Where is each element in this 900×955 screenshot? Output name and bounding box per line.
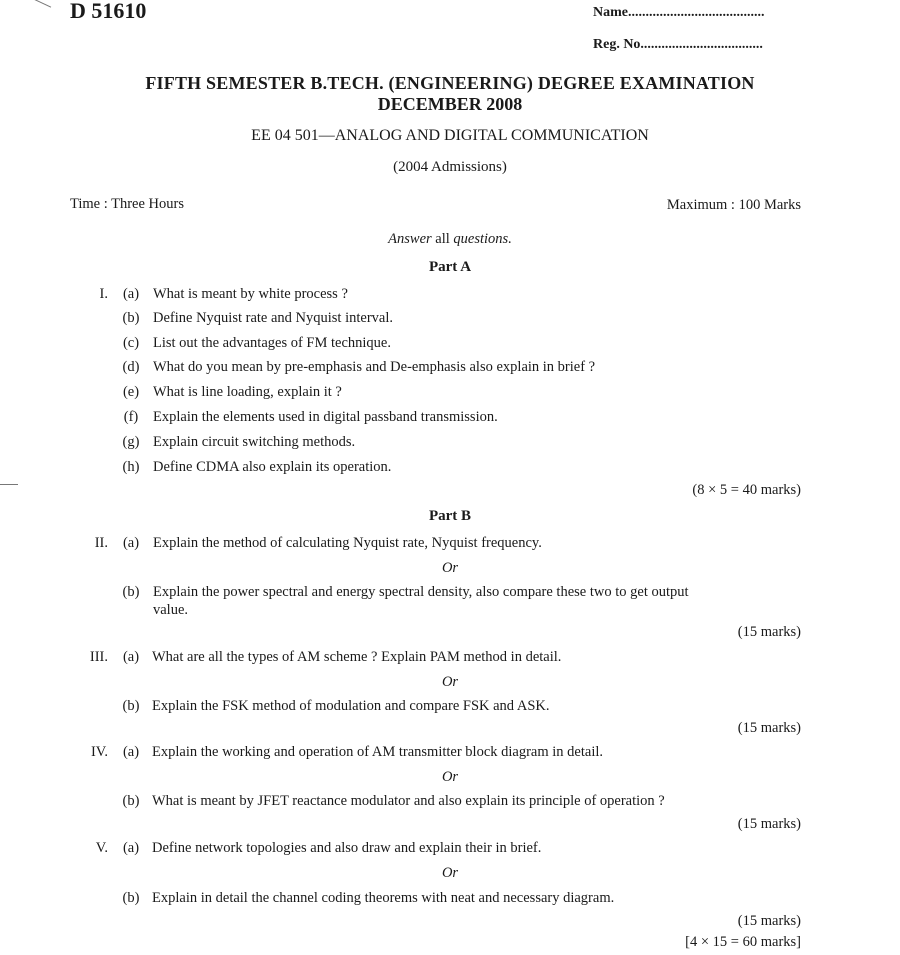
or-separator: Or xyxy=(441,865,459,881)
question-text: Define Nyquist rate and Nyquist interval. xyxy=(153,310,393,326)
instruction xyxy=(0,231,900,248)
sub-label: (b) xyxy=(122,310,140,326)
question-text: Explain in detail the channel coding theorems with neat and necessary diagram. xyxy=(152,890,615,906)
margin-mark xyxy=(0,484,18,485)
question-text: What are all the types of AM scheme ? Explain PAM method in detail. xyxy=(152,649,562,665)
question-marks: (15 marks) xyxy=(737,913,801,929)
question-text: Define CDMA also explain its operation. xyxy=(153,459,392,475)
sub-label: (a) xyxy=(122,535,140,551)
part-a-marks: (8 × 5 = 40 marks) xyxy=(692,482,801,498)
name-field-label: Name....................................... xyxy=(593,5,765,20)
time-label: Time : Three Hours xyxy=(70,196,184,212)
question-marks: (15 marks) xyxy=(737,624,801,640)
question-text: Explain the FSK method of modulation and compare FSK and ASK. xyxy=(152,698,550,714)
sub-label: (h) xyxy=(122,459,140,475)
question-number: IV. xyxy=(90,744,108,760)
question-number: V. xyxy=(95,840,108,856)
sub-label: (a) xyxy=(122,744,140,760)
or-separator: Or xyxy=(441,560,459,576)
question-text: Explain the working and operation of AM transmitter block diagram in detail. xyxy=(152,744,604,760)
sub-label: (e) xyxy=(122,384,140,400)
sub-label: (b) xyxy=(122,584,140,600)
question-text: Define network topologies and also draw and explain their in brief. xyxy=(152,840,542,856)
question-text: What is meant by JFET reactance modulator and also explain its principle of operation ? xyxy=(152,793,665,809)
question-text: Explain the method of calculating Nyquist rate, Nyquist frequency. xyxy=(153,535,542,551)
sub-label: (b) xyxy=(122,890,140,906)
question-text: Explain the power spectral and energy spectral density, also compare these two to get output xyxy=(153,584,689,600)
sub-label: (g) xyxy=(122,434,140,450)
sub-label: (b) xyxy=(122,698,140,714)
sub-label: (a) xyxy=(122,286,140,302)
question-text: Explain circuit switching methods. xyxy=(153,434,356,450)
paper-code: D 51610 xyxy=(70,0,147,23)
or-separator: Or xyxy=(441,674,459,690)
part-a-title: Part A xyxy=(428,259,472,275)
sub-label: (f) xyxy=(123,409,139,425)
sub-label: (c) xyxy=(122,335,140,351)
sub-label: (d) xyxy=(122,359,140,375)
question-text: What is line loading, explain it ? xyxy=(153,384,342,400)
exam-title-line1: FIFTH SEMESTER B.TECH. (ENGINEERING) DEGREE EXAMINATION xyxy=(145,73,755,93)
part-b-total-marks: [4 × 15 = 60 marks] xyxy=(685,934,801,950)
admissions: (2004 Admissions) xyxy=(393,159,507,175)
question-marks: (15 marks) xyxy=(737,720,801,736)
question-text-continued: value. xyxy=(153,602,189,618)
sub-label: (a) xyxy=(122,649,140,665)
question-number: II. xyxy=(94,535,108,551)
margin-scribble xyxy=(31,0,51,8)
or-separator: Or xyxy=(441,769,459,785)
question-text: What is meant by white process ? xyxy=(153,286,348,302)
instruction-questions: questions. xyxy=(453,231,512,247)
part-b-title: Part B xyxy=(428,508,472,524)
exam-title-line2: DECEMBER 2008 xyxy=(377,94,523,114)
sub-label: (a) xyxy=(122,840,140,856)
course-title: EE 04 501—ANALOG AND DIGITAL COMMUNICATION xyxy=(251,127,649,144)
question-text: What do you mean by pre-emphasis and De-emphasis also explain in brief ? xyxy=(153,359,596,375)
sub-label: (b) xyxy=(122,793,140,809)
instruction-all: all xyxy=(435,231,450,247)
max-marks-label: Maximum : 100 Marks xyxy=(666,197,801,213)
question-text: List out the advantages of FM technique. xyxy=(153,335,391,351)
reg-no-field-label: Reg. No................................... xyxy=(593,37,763,52)
question-number: I. xyxy=(99,286,108,302)
instruction-answer: Answer xyxy=(388,231,432,247)
question-text: Explain the elements used in digital passband transmission. xyxy=(153,409,498,425)
question-marks: (15 marks) xyxy=(737,816,801,832)
question-number: III. xyxy=(89,649,108,665)
